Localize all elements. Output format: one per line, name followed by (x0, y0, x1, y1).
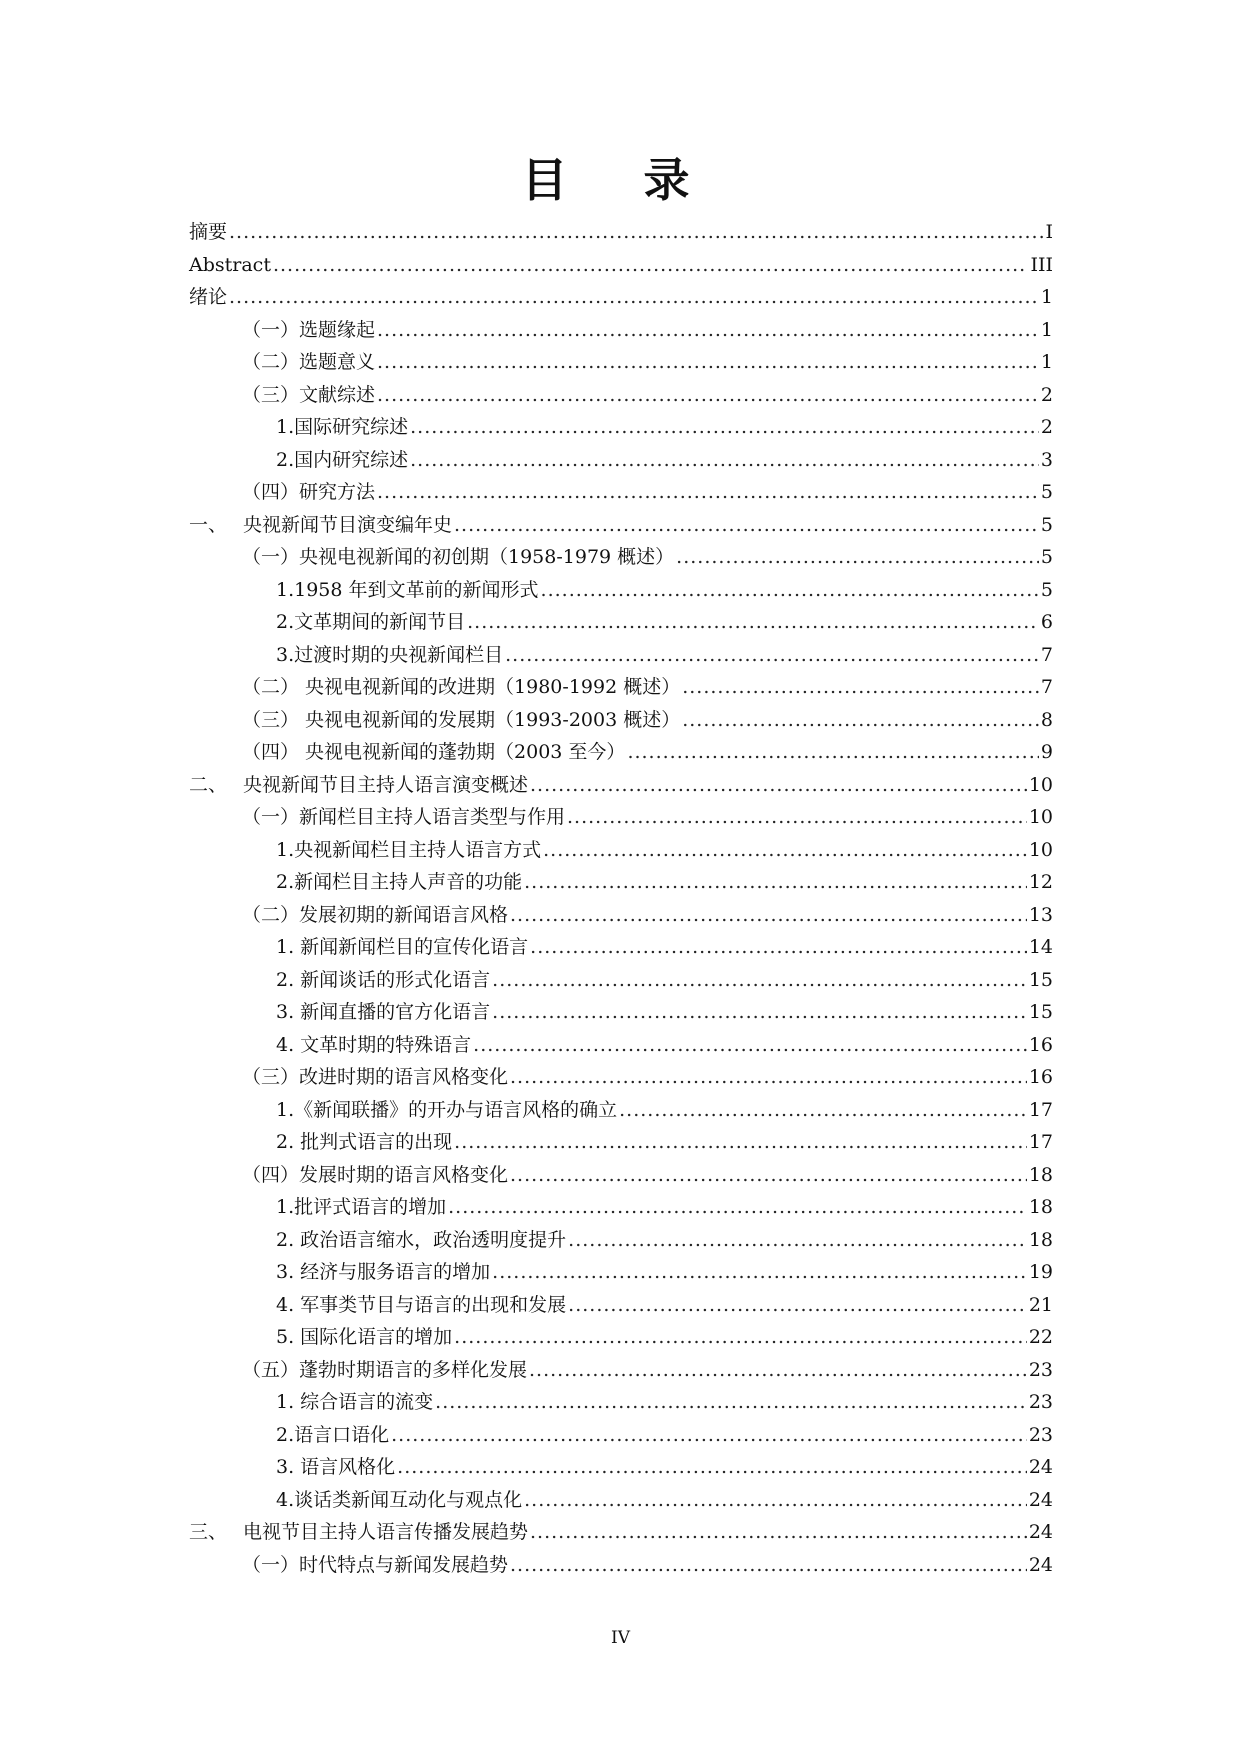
toc-entry-page: 7 (1040, 643, 1053, 666)
toc-entry[interactable] (189, 899, 1053, 932)
toc-entry-page: 1 (1040, 286, 1053, 308)
toc-entry-text: 1.央视新闻栏目主持人语言方式 (276, 838, 542, 861)
toc-entry-page: 17 (1028, 1131, 1053, 1153)
chapter-number: 三、 (189, 1521, 228, 1543)
toc-entry-text: （四） 央视电视新闻的蓬勃期（2003 至今） (242, 741, 626, 763)
toc-entry-page: 23 (1028, 1423, 1053, 1446)
toc-entry-label (242, 314, 375, 347)
toc-entry[interactable] (189, 1419, 1053, 1452)
toc-entry-text: （一）央视电视新闻的初创期（1958-1979 概述） (242, 546, 675, 568)
dot-leader (510, 1061, 1027, 1094)
page-number: IV (611, 1628, 630, 1648)
toc-entry-page: 17 (1028, 1098, 1053, 1121)
toc-entry[interactable] (189, 834, 1053, 867)
toc-entry-label (276, 1126, 452, 1159)
dot-leader (627, 736, 1038, 769)
toc-entry[interactable] (189, 931, 1053, 964)
toc-entry-label (276, 1224, 566, 1257)
toc-entry-page: III (1030, 253, 1053, 276)
toc-entry-label (276, 1029, 471, 1062)
toc-entry-page: 24 (1028, 1553, 1053, 1576)
dot-leader (377, 346, 1039, 379)
toc-entry-page: 9 (1040, 741, 1053, 763)
toc-entry-text: 2. 政治语言缩水，政治透明度提升 (276, 1228, 567, 1251)
toc-entry[interactable] (189, 1516, 1053, 1549)
toc-entry-page: I (1045, 221, 1053, 243)
toc-entry[interactable] (189, 1256, 1053, 1289)
toc-entry-text: （三）文献综述 (242, 383, 376, 406)
toc-entry[interactable] (189, 249, 1053, 282)
toc-entry-text: （四）发展时期的语言风格变化 (242, 1163, 509, 1186)
dot-leader (510, 899, 1027, 932)
chapter-number: 一、 (189, 513, 228, 536)
toc-entry-text: 1.1958 年到文革前的新闻形式 (276, 578, 539, 601)
dot-leader (524, 1484, 1027, 1517)
toc-entry-label (276, 1256, 490, 1289)
toc-entry-text: 2.语言口语化 (276, 1423, 390, 1446)
toc-entry[interactable] (189, 281, 1053, 314)
toc-entry-label (242, 379, 375, 412)
toc-entry-text: （一）新闻栏目主持人语言类型与作用 (242, 806, 566, 828)
toc-entry-page: 18 (1028, 1196, 1053, 1218)
toc-entry[interactable] (189, 1094, 1053, 1127)
toc-entry[interactable] (189, 1549, 1053, 1582)
toc-entry-page: 24 (1028, 1456, 1053, 1478)
toc-entry-text: 1.《新闻联播》的开办与语言风格的确立 (276, 1098, 618, 1121)
toc-entry-label (276, 964, 490, 997)
toc-entry-label (276, 931, 528, 964)
toc-entry-label (276, 411, 408, 444)
toc-entry[interactable] (189, 1289, 1053, 1322)
toc-entry-text: 4.谈话类新闻互动化与观点化 (276, 1488, 523, 1511)
toc-entry-label (242, 736, 625, 769)
dot-leader (492, 1256, 1027, 1289)
dot-leader (541, 574, 1039, 607)
dot-leader (510, 1549, 1027, 1582)
toc-entry[interactable] (189, 1159, 1053, 1192)
dot-leader (229, 216, 1043, 249)
dot-leader (530, 931, 1027, 964)
dot-leader (410, 444, 1039, 477)
toc-entry-page: 5 (1040, 481, 1053, 503)
toc-entry[interactable] (189, 476, 1053, 509)
toc-entry-text: 摘要 (189, 221, 228, 243)
toc-entry-text: 央视新闻节目主持人语言演变概述 (243, 773, 529, 796)
toc-entry-page: 15 (1028, 968, 1053, 991)
toc-entry-label (242, 671, 680, 704)
toc-entry-label (276, 1321, 452, 1354)
toc-entry-label (276, 1191, 446, 1224)
dot-leader (454, 1126, 1027, 1159)
toc-entry-text: 2. 新闻谈话的形式化语言 (276, 968, 491, 991)
toc-entry-page: 24 (1028, 1521, 1053, 1543)
toc-entry-text: 3.过渡时期的央视新闻栏目 (276, 643, 504, 666)
toc-entry[interactable] (189, 1126, 1053, 1159)
toc-entry-text: 2. 批判式语言的出现 (276, 1131, 453, 1153)
toc-entry[interactable] (189, 801, 1053, 834)
toc-entry-page: 23 (1028, 1358, 1053, 1381)
toc-entry[interactable] (189, 606, 1053, 639)
toc-entry-text: 2.新闻栏目主持人声音的功能 (276, 871, 523, 893)
toc-entry-text: 2.文革期间的新闻节目 (276, 611, 466, 633)
toc-entry-label (276, 866, 522, 899)
toc-entry-page: 5 (1040, 546, 1053, 568)
toc-entry-page: 15 (1028, 1001, 1053, 1023)
dot-leader (397, 1451, 1027, 1484)
dot-leader (529, 1354, 1027, 1387)
toc-entry-page: 19 (1028, 1261, 1053, 1283)
toc-entry-label (242, 1354, 527, 1387)
toc-entry-page: 21 (1028, 1293, 1053, 1316)
toc-entry-page: 5 (1040, 578, 1053, 601)
toc-entry-text: （三） 央视电视新闻的发展期（1993-2003 概述） (242, 708, 681, 731)
toc-entry-label (242, 1061, 508, 1094)
toc-entry-text: 1.国际研究综述 (276, 416, 409, 438)
dot-leader (568, 1224, 1027, 1257)
toc-entry-page: 2 (1040, 383, 1053, 406)
dot-leader (377, 379, 1039, 412)
dot-leader (435, 1386, 1027, 1419)
toc-entry-text: （二）发展初期的新闻语言风格 (242, 903, 509, 926)
toc-entry-page: 3 (1040, 448, 1053, 471)
dot-leader (454, 1321, 1027, 1354)
toc-entry[interactable] (189, 1386, 1053, 1419)
dot-leader (448, 1191, 1027, 1224)
dot-leader (467, 606, 1039, 639)
toc-entry[interactable] (189, 866, 1053, 899)
toc-entry-text: （一）选题缘起 (242, 318, 376, 341)
toc-entry-text: 3. 经济与服务语言的增加 (276, 1261, 491, 1283)
dot-leader (682, 671, 1039, 704)
toc-entry-label (276, 1451, 395, 1484)
toc-entry-page: 6 (1040, 611, 1053, 633)
toc-entry-text: 3. 新闻直播的官方化语言 (276, 1001, 491, 1023)
toc-entry[interactable] (189, 1321, 1053, 1354)
toc-entry-label (242, 541, 674, 574)
toc-entry-page: 18 (1028, 1228, 1053, 1251)
toc-entry-page: 10 (1028, 773, 1053, 796)
toc-entry-label (189, 1516, 528, 1549)
toc-entry[interactable] (189, 1354, 1053, 1387)
dot-leader (682, 704, 1039, 737)
toc-entry-label (242, 1549, 508, 1582)
toc-entry[interactable] (189, 769, 1053, 802)
dot-leader (492, 996, 1027, 1029)
toc-entry[interactable] (189, 1451, 1053, 1484)
toc-entry-text: （三）改进时期的语言风格变化 (242, 1066, 509, 1088)
toc-entry[interactable] (189, 1191, 1053, 1224)
toc-entry-text: 4. 文革时期的特殊语言 (276, 1033, 472, 1056)
dot-leader (505, 639, 1039, 672)
dot-leader (377, 314, 1039, 347)
dot-leader (524, 866, 1027, 899)
toc-entry-page: 2 (1040, 416, 1053, 438)
dot-leader (473, 1029, 1027, 1062)
toc-entry[interactable] (189, 1061, 1053, 1094)
toc-entry[interactable] (189, 964, 1053, 997)
toc-entry[interactable] (189, 1224, 1053, 1257)
dot-leader (229, 281, 1039, 314)
toc-entry-text: 1.批评式语言的增加 (276, 1196, 447, 1218)
toc-entry-label (276, 1289, 566, 1322)
toc-entry-label (276, 1419, 389, 1452)
toc-entry[interactable] (189, 736, 1053, 769)
toc-entry-page: 18 (1028, 1163, 1053, 1186)
chapter-number: 二、 (189, 773, 228, 796)
toc-entry-text: 绪论 (189, 286, 228, 308)
toc-entry-label (189, 281, 227, 314)
toc-entry[interactable] (189, 671, 1053, 704)
toc-entry[interactable] (189, 639, 1053, 672)
toc-entry-label (242, 346, 375, 379)
toc-entry-label (276, 834, 541, 867)
toc-entry-text: Abstract (189, 253, 271, 276)
toc-entry-label (276, 1094, 617, 1127)
toc-title: 目 录 (521, 153, 720, 207)
toc-entry-label (242, 704, 680, 737)
toc-entry[interactable] (189, 996, 1053, 1029)
toc-entry-label (276, 1386, 433, 1419)
toc-entry-text: 1. 综合语言的流变 (276, 1391, 434, 1413)
toc-entry-label (276, 996, 490, 1029)
toc-entry-label (276, 1484, 522, 1517)
toc-entry-text: 1. 新闻新闻栏目的宣传化语言 (276, 936, 529, 958)
toc-entry-label (276, 574, 539, 607)
toc-entry-label (276, 606, 465, 639)
toc-entry-text: （二）选题意义 (242, 351, 376, 373)
toc-entry-label (242, 1159, 508, 1192)
toc-entry-page: 13 (1028, 903, 1053, 926)
toc-entry[interactable] (189, 1484, 1053, 1517)
dot-leader (530, 1516, 1027, 1549)
dot-leader (492, 964, 1027, 997)
toc-entry-text: 3. 语言风格化 (276, 1456, 396, 1478)
toc-entry[interactable] (189, 314, 1053, 347)
toc-entry-label (242, 476, 375, 509)
toc-entry[interactable] (189, 574, 1053, 607)
toc-entry-page: 16 (1028, 1033, 1053, 1056)
toc-entry-page: 1 (1040, 351, 1053, 373)
toc-entry-label (189, 509, 452, 542)
toc-entry-text: （一）时代特点与新闻发展趋势 (242, 1553, 509, 1576)
toc-entry-page: 14 (1028, 936, 1053, 958)
toc-entry[interactable] (189, 444, 1053, 477)
toc-entry-label (189, 769, 528, 802)
toc-entry[interactable] (189, 541, 1053, 574)
toc-entry-page: 5 (1040, 513, 1053, 536)
toc-entry-label (276, 444, 408, 477)
toc-entry-page: 8 (1040, 708, 1053, 731)
toc-entry-page: 22 (1028, 1326, 1053, 1348)
toc-entry[interactable] (189, 346, 1053, 379)
toc-entry-label (242, 899, 508, 932)
toc-entry-page: 10 (1028, 806, 1053, 828)
toc-entry-page: 23 (1028, 1391, 1053, 1413)
toc-entry-text: 2.国内研究综述 (276, 448, 409, 471)
toc-entry-label (276, 639, 503, 672)
dot-leader (567, 801, 1027, 834)
toc-entry-page: 1 (1040, 318, 1053, 341)
toc-entry-text: （五）蓬勃时期语言的多样化发展 (242, 1358, 528, 1381)
toc-entry-text: 央视新闻节目演变编年史 (243, 513, 453, 536)
toc-entry-label (189, 216, 227, 249)
dot-leader (568, 1289, 1027, 1322)
table-of-contents (189, 216, 1053, 1581)
toc-entry-page: 24 (1028, 1488, 1053, 1511)
toc-entry[interactable] (189, 704, 1053, 737)
toc-entry-text: 5. 国际化语言的增加 (276, 1326, 453, 1348)
dot-leader (391, 1419, 1027, 1452)
dot-leader (410, 411, 1039, 444)
toc-entry[interactable] (189, 411, 1053, 444)
toc-entry[interactable] (189, 379, 1053, 412)
dot-leader (273, 249, 1029, 282)
toc-entry[interactable] (189, 216, 1053, 249)
toc-entry-page: 7 (1040, 676, 1053, 698)
toc-entry-text: 电视节目主持人语言传播发展趋势 (243, 1521, 529, 1543)
dot-leader (676, 541, 1039, 574)
dot-leader (543, 834, 1027, 867)
toc-entry-label (189, 249, 271, 282)
toc-entry-text: （二） 央视电视新闻的改进期（1980-1992 概述） (242, 676, 681, 698)
dot-leader (377, 476, 1039, 509)
toc-entry-page: 10 (1028, 838, 1053, 861)
dot-leader (619, 1094, 1027, 1127)
dot-leader (530, 769, 1027, 802)
dot-leader (510, 1159, 1027, 1192)
toc-entry-page: 16 (1028, 1066, 1053, 1088)
toc-entry[interactable] (189, 509, 1053, 542)
toc-entry-text: 4. 军事类节目与语言的出现和发展 (276, 1293, 567, 1316)
dot-leader (454, 509, 1039, 542)
toc-entry-text: （四）研究方法 (242, 481, 376, 503)
toc-entry-page: 12 (1028, 871, 1053, 893)
toc-entry[interactable] (189, 1029, 1053, 1062)
toc-entry-label (242, 801, 565, 834)
